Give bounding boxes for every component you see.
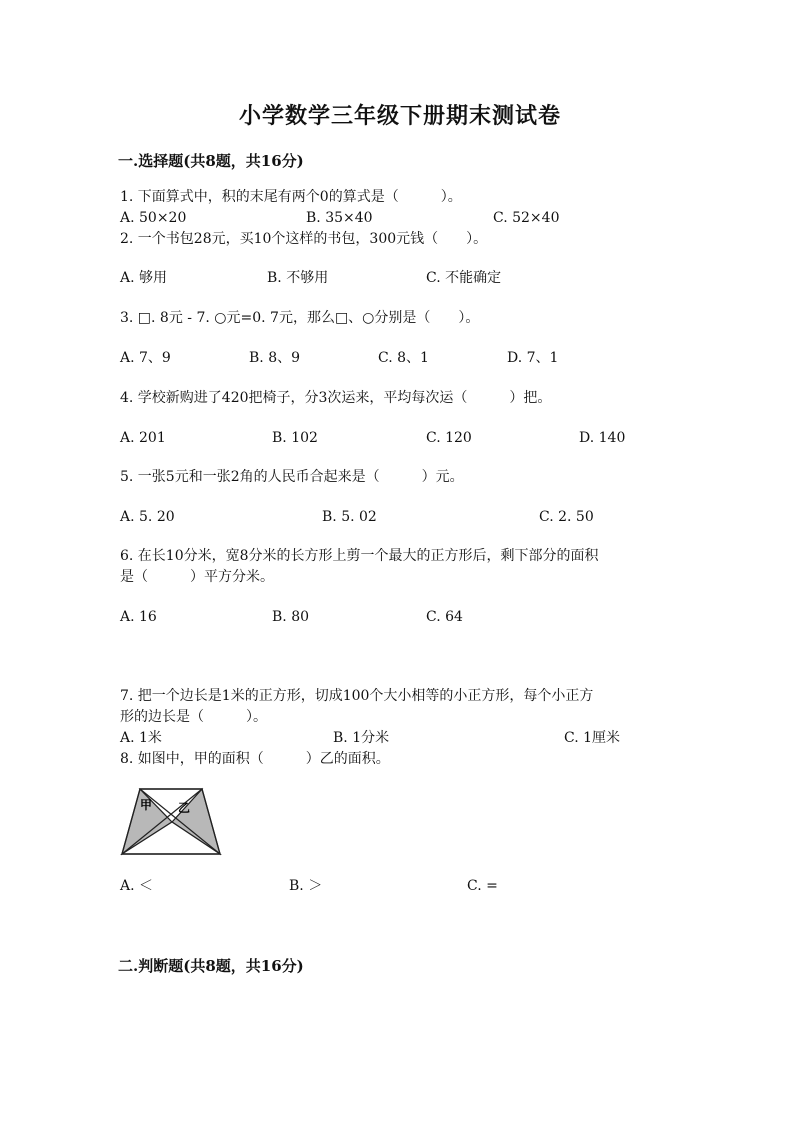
question-4-option-d: D. 140 — [579, 430, 626, 446]
question-6-stem-line-2: 是（ ）平方分米。 — [120, 569, 274, 585]
question-2-stem: 2. 一个书包28元，买10个这样的书包，300元钱（ ）。 — [120, 231, 488, 247]
question-4-stem: 4. 学校新购进了420把椅子，分3次运来，平均每次运（ ）把。 — [120, 390, 552, 406]
question-4-option-a: A. 201 — [120, 430, 166, 446]
trapezoid-figure — [120, 787, 224, 861]
question-6-option-a: A. 16 — [120, 609, 157, 625]
question-6-option-c: C. 64 — [426, 609, 463, 625]
question-7-option-a: A. 1米 — [120, 730, 162, 746]
question-3-stem: 3. □. 8元 - 7. ○元=0. 7元，那么□、○分别是（ ）。 — [120, 310, 480, 326]
question-7-option-c: C. 1厘米 — [564, 730, 621, 746]
question-6-stem-line-1: 6. 在长10分米，宽8分米的长方形上剪一个最大的正方形后，剩下部分的面积 — [120, 548, 599, 564]
question-4-option-c: C. 120 — [426, 430, 472, 446]
question-3-option-d: D. 7、1 — [507, 350, 559, 366]
label-yi: 乙 — [178, 801, 191, 815]
question-2-option-a: A. 够用 — [120, 270, 168, 286]
question-8-option-c: C. = — [467, 878, 498, 894]
question-5-option-a: A. 5. 20 — [120, 509, 175, 525]
question-1-option-b: B. 35×40 — [306, 210, 373, 226]
question-7-stem-line-2: 形的边长是（ ）。 — [120, 709, 267, 725]
question-3-option-c: C. 8、1 — [378, 350, 429, 366]
question-3-option-a: A. 7、9 — [120, 350, 171, 366]
question-5-option-c: C. 2. 50 — [539, 509, 594, 525]
question-1-option-a: A. 50×20 — [120, 210, 187, 226]
question-2-option-b: B. 不够用 — [267, 270, 329, 286]
question-5-option-b: B. 5. 02 — [322, 509, 377, 525]
question-1-stem: 1. 下面算式中，积的末尾有两个0的算式是（ ）。 — [120, 189, 462, 205]
question-7-stem-line-1: 7. 把一个边长是1米的正方形，切成100个大小相等的小正方形，每个小正方 — [120, 688, 594, 704]
question-2-option-c: C. 不能确定 — [426, 270, 502, 286]
question-5-stem: 5. 一张5元和一张2角的人民币合起来是（ ）元。 — [120, 469, 464, 485]
question-1-option-c: C. 52×40 — [493, 210, 560, 226]
label-jia: 甲 — [140, 798, 153, 812]
question-7-option-b: B. 1分米 — [333, 730, 390, 746]
question-8-option-a: A. ＜ — [120, 878, 154, 894]
question-3-option-b: B. 8、9 — [249, 350, 301, 366]
question-4-option-b: B. 102 — [272, 430, 318, 446]
section-heading-judgement: 二.判断题(共8题，共16分) — [118, 957, 304, 975]
question-8-option-b: B. ＞ — [289, 878, 323, 894]
section-heading-choice: 一.选择题(共8题，共16分) — [118, 152, 304, 170]
question-6-option-b: B. 80 — [272, 609, 310, 625]
page-title: 小学数学三年级下册期末测试卷 — [238, 103, 561, 129]
question-8-stem: 8. 如图中，甲的面积（ ）乙的面积。 — [120, 751, 390, 767]
